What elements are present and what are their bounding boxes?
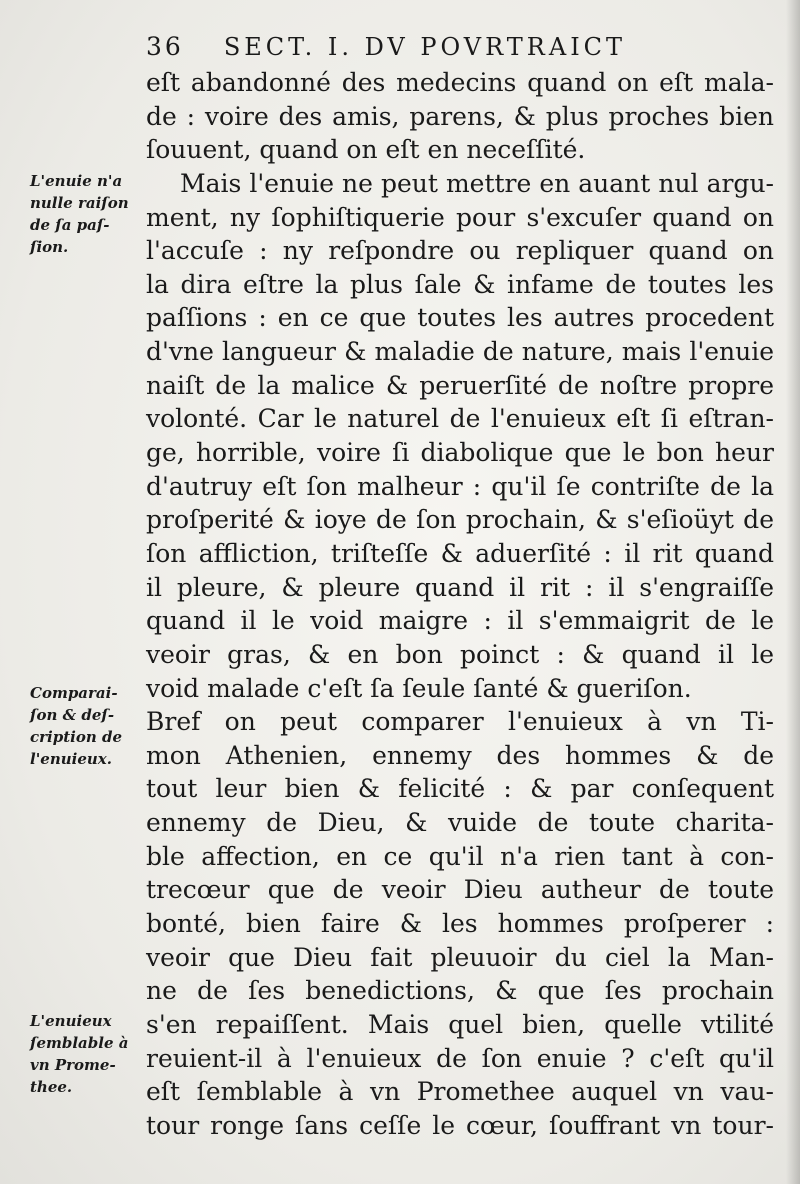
text-line: ne de ſes benedictions, & que ſes prochain bbox=[146, 976, 774, 1006]
margin-note-line: thee. bbox=[30, 1078, 73, 1096]
text-line: volonté. Car le naturel de l'enuieux eſt ſi eſtran- bbox=[146, 404, 774, 434]
text-line: ge, horrible, voire ſi diabolique que le bon heur bbox=[146, 438, 774, 468]
margin-note-line: L'enuie n'a bbox=[30, 172, 123, 190]
text-line: ble affection, en ce qu'il n'a rien tant à con- bbox=[146, 841, 774, 871]
margin-note-line: cription de bbox=[30, 728, 123, 746]
text-line: ment, ny ſophiſtiquerie pour s'excuſer quand on bbox=[146, 202, 774, 232]
page-edge-shadow bbox=[786, 0, 800, 1184]
text-line: eſt ſemblable à vn Promethee auquel vn vau- bbox=[146, 1077, 774, 1107]
text-line: veoir que Dieu fait pleuuoir du ciel la Man- bbox=[146, 942, 774, 972]
text-line: naiſt de la malice & peruerſité de noſtre propre bbox=[146, 370, 774, 400]
text-line: la dira eſtre la plus ſale & infame de toutes les bbox=[146, 269, 774, 299]
text-line: l'accuſe : ny reſpondre ou repliquer quand on bbox=[146, 236, 774, 266]
text-line: tout leur bien & felicité : & par conſequent bbox=[146, 774, 774, 804]
text-line: d'vne langueur & maladie de nature, mais l'enuie bbox=[146, 337, 774, 367]
margin-note-line: ſemblable à bbox=[30, 1034, 129, 1052]
text-line: de : voire des amis, parens, & plus proches bien bbox=[146, 101, 774, 131]
margin-note-line: nulle raiſon bbox=[30, 194, 129, 212]
text-line: eſt abandonné des medecins quand on eſt mala- bbox=[146, 68, 774, 97]
text-line: Mais l'enuie ne peut mettre en auant nul argu- bbox=[180, 168, 774, 198]
body-text bbox=[146, 66, 774, 1143]
text-line: il pleure, & pleure quand il rit : il s'engraiſſe bbox=[146, 572, 774, 602]
text-line: d'autruy eſt ſon malheur : qu'il ſe contriſte de la bbox=[146, 471, 774, 501]
text-line: proſperité & ioye de ſon prochain, & s'eſioüyt de bbox=[146, 505, 774, 535]
margin-note-line: ſon & deſ- bbox=[30, 706, 115, 724]
text-line: ſon affliction, triſteſſe & aduerſité : il rit quand bbox=[146, 538, 774, 568]
margin-note-line: L'enuieux bbox=[30, 1012, 112, 1030]
margin-note-comparison bbox=[30, 682, 146, 770]
text-line: veoir gras, & en bon poinct : & quand il le bbox=[146, 639, 774, 669]
text-line: quand il le void maigre : il s'emmaigrit de le bbox=[146, 606, 774, 636]
page-number: 36 bbox=[146, 32, 184, 61]
running-head bbox=[146, 32, 626, 66]
margin-note-line: de ſa paſ- bbox=[30, 216, 110, 234]
text-line: Bref on peut comparer l'enuieux à vn Ti- bbox=[146, 707, 774, 737]
text-line: trecœur que de veoir Dieu autheur de toute bbox=[146, 875, 774, 905]
margin-note-envy-no-reason bbox=[30, 170, 146, 258]
text-line: void malade c'eſt ſa ſeule ſanté & gueriſon. bbox=[146, 673, 692, 703]
text-line: tour ronge ſans ceſſe le cœur, ſouffrant vn tour- bbox=[146, 1110, 774, 1140]
margin-note-line: ſion. bbox=[30, 238, 69, 256]
margin-note-line: Comparai- bbox=[30, 684, 118, 702]
text-line: mon Athenien, ennemy des hommes & de bbox=[146, 740, 774, 770]
text-line: bonté, bien faire & les hommes proſperer : bbox=[146, 909, 774, 939]
margin-note-line: l'enuieux. bbox=[30, 750, 112, 768]
text-line: s'en repaiſſent. Mais quel bien, quelle vtilité bbox=[146, 1009, 774, 1039]
text-line: reuient-il à l'enuieux de ſon enuie ? c'eſt qu'il bbox=[146, 1043, 774, 1073]
margin-note-prometheus bbox=[30, 1010, 146, 1098]
text-line: paſſions : en ce que toutes les autres procedent bbox=[146, 303, 774, 333]
text-line: ennemy de Dieu, & vuide de toute charita- bbox=[146, 808, 774, 838]
text-line: ſouuent, quand on eſt en neceſſité. bbox=[146, 135, 586, 165]
running-title: SECT. I. DV POVRTRAICT bbox=[223, 33, 627, 61]
margin-note-line: vn Prome- bbox=[30, 1056, 116, 1074]
